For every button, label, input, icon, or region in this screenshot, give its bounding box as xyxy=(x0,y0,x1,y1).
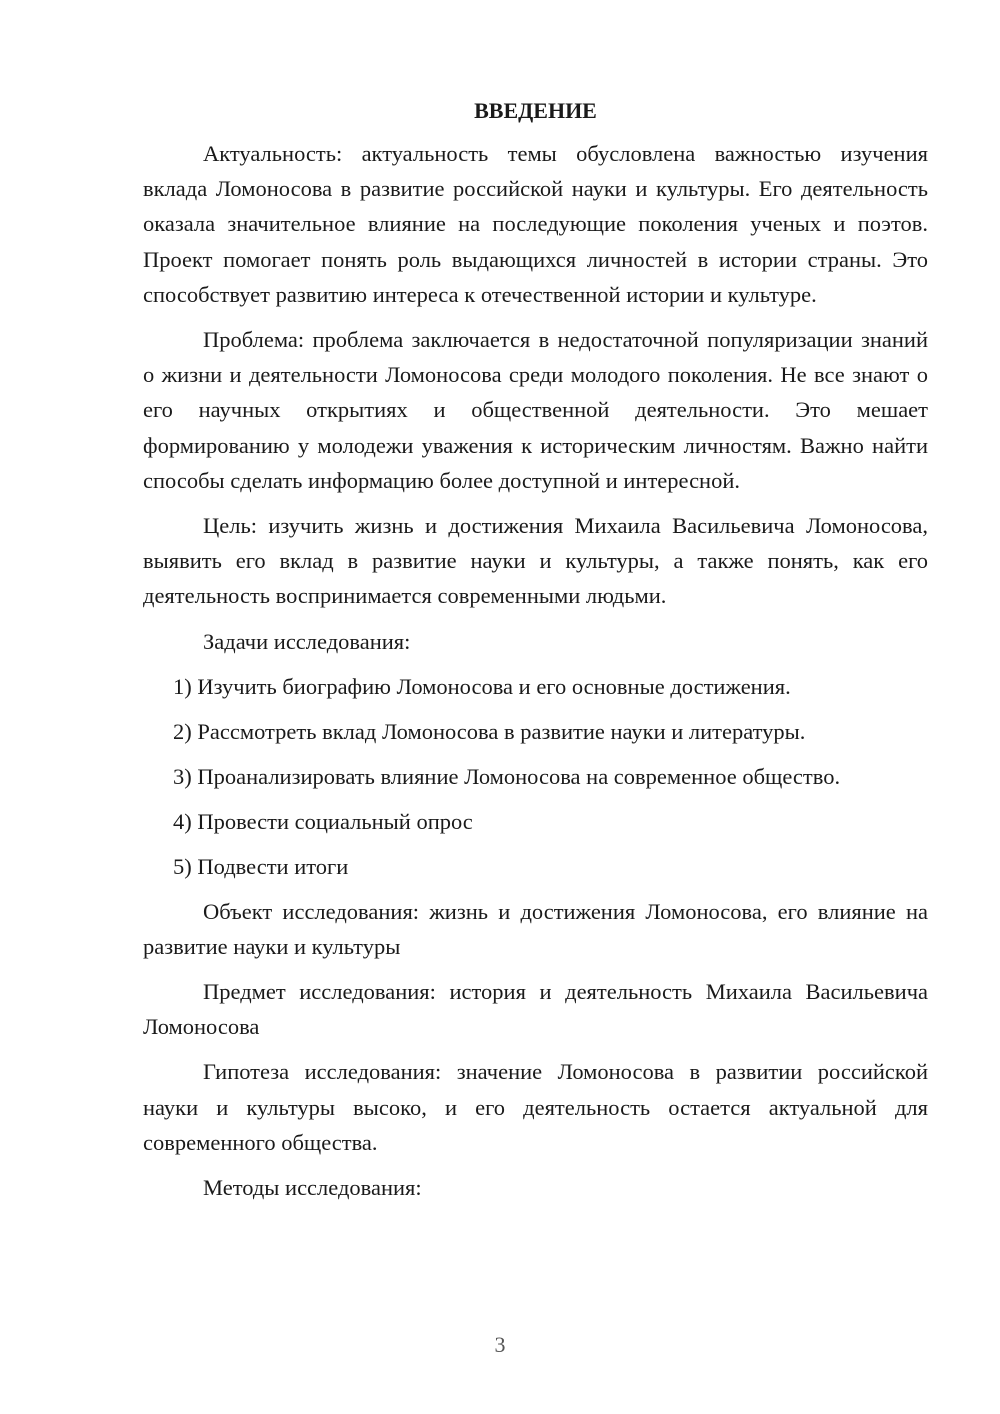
page-number: 3 xyxy=(494,1332,506,1357)
relevance-paragraph: Актуальность: актуальность темы обусловлена важностью изучения вклада Ломоносова в развитие российской науки и культуры. Его деятельность оказала значительное влияние на последующие поколения ученых и поэтов. Проект помогает понять роль выдающихся личностей в истории страны. Это способствует развитию интереса к отечественной истории и культуре. xyxy=(143,141,928,307)
task-item: 1) Изучить биографию Ломоносова и его основные достижения. xyxy=(173,673,791,699)
tasks-list xyxy=(143,669,928,884)
document-page xyxy=(143,93,928,1215)
task-item: 2) Рассмотреть вклад Ломоносова в развитие науки и литературы. xyxy=(173,718,806,744)
object-paragraph: Объект исследования: жизнь и достижения Ломоносова, его влияние на развитие науки и культуры xyxy=(143,898,928,959)
tasks-heading: Задачи исследования: xyxy=(203,628,411,654)
hypothesis-paragraph: Гипотеза исследования: значение Ломоносова в развитии российской науки и культуры высоко, и его деятельность остается актуальной для современного общества. xyxy=(143,1059,928,1155)
problem-paragraph: Проблема: проблема заключается в недостаточной популяризации знаний о жизни и деятельности Ломоносова среди молодого поколения. Не все знают о его научных открытиях и общественной деятельности. Это мешает формированию у молодежи уважения к историческим личностям. Важно найти способы сделать информацию более доступной и интересной. xyxy=(143,327,928,493)
task-item: 3) Проанализировать влияние Ломоносова на современное общество. xyxy=(173,763,841,789)
task-item: 4) Провести социальный опрос xyxy=(173,808,473,834)
methods-heading: Методы исследования: xyxy=(203,1175,422,1201)
subject-paragraph: Предмет исследования: история и деятельность Михаила Васильевича Ломоносова xyxy=(143,979,928,1040)
page-title: ВВЕДЕНИЕ xyxy=(474,98,597,123)
goal-paragraph: Цель: изучить жизнь и достижения Михаила Васильевича Ломоносова, выявить его вклад в развитие науки и культуры, а также понять, как его деятельность воспринимается современными людьми. xyxy=(143,513,928,609)
task-item: 5) Подвести итоги xyxy=(173,853,349,879)
